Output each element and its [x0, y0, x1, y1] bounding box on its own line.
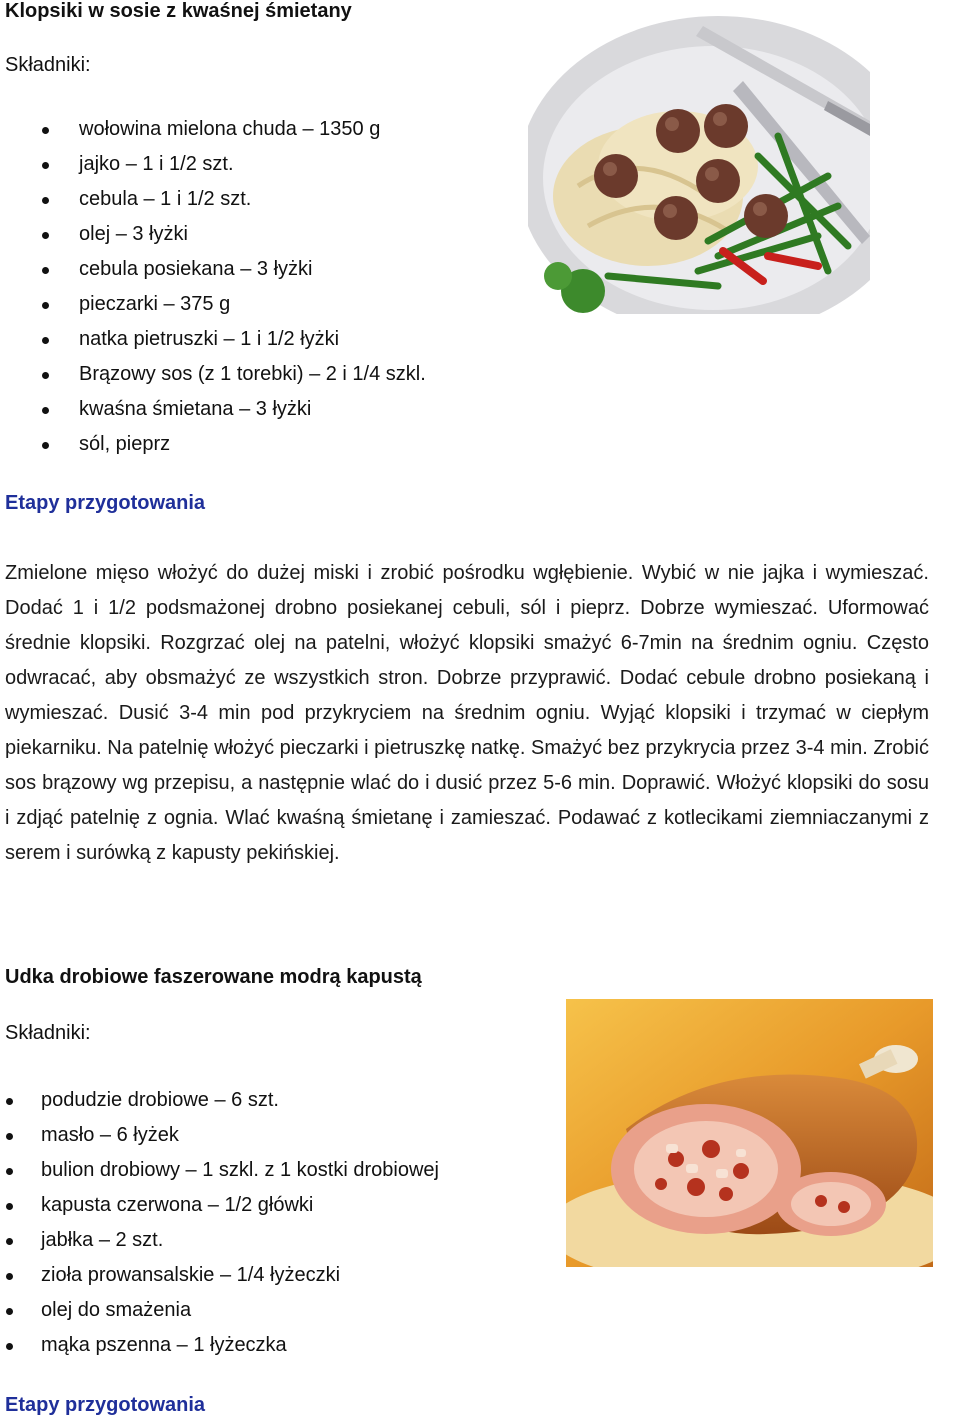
- list-item: zioła prowansalskie – 1/4 łyżeczki: [41, 1258, 439, 1293]
- recipe2-ingredients-list: [41, 1083, 439, 1363]
- list-item: masło – 6 łyżek: [41, 1118, 439, 1153]
- recipe1-title: Klopsiki w sosie z kwaśnej śmietany: [5, 0, 352, 22]
- list-item: wołowina mielona chuda – 1350 g: [79, 112, 426, 147]
- list-item: mąka pszenna – 1 łyżeczka: [41, 1328, 439, 1363]
- recipe1-steps-text: Zmielone mięso włożyć do dużej miski i zrobić pośrodku wgłębienie. Wybić w nie jajka i wymieszać. Dodać 1 i 1/2 podsmażonej drobno posiekanej cebuli, sól i pieprz. Dobrze wymieszać. Uformować średnie klopsiki. Rozgrzać olej na patelni, włożyć klopsiki smażyć 6-7min na średnim ogniu. Często odwracać, aby obsmażyć ze wszystkich stron. Dobrze przyprawić. Dodać cebule drobno posiekaną i wymieszać. Dusić 3-4 min pod przykryciem na średnim ogniu. Wyjąć klopsiki i trzymać w ciepłym piekarniku. Na patelnię włożyć pieczarki i pietruszkę natkę. Smażyć bez przykrycia przez 3-4 min. Zrobić sos brązowy wg przepisu, a następnie wlać do i dusić przez 5-6 min. Doprawić. Włożyć klopsiki do sosu i zdjąć patelnię z ognia. Wlać kwaśną śmietanę i zamieszać. Podawać z kotlecikami ziemniaczanymi z serem i surówką z kapusty pekińskiej.: [5, 562, 929, 864]
- list-item: natka pietruszki – 1 i 1/2 łyżki: [79, 322, 426, 357]
- list-item: pieczarki – 375 g: [79, 287, 426, 322]
- recipe1-ingredients-list: [79, 112, 426, 462]
- list-item: podudzie drobiowe – 6 szt.: [41, 1083, 439, 1118]
- list-item: cebula – 1 i 1/2 szt.: [79, 182, 426, 217]
- recipe2-ingredients-label: Składniki:: [5, 1022, 91, 1044]
- list-item: olej do smażenia: [41, 1293, 439, 1328]
- list-item: kapusta czerwona – 1/2 główki: [41, 1188, 439, 1223]
- list-item: jajko – 1 i 1/2 szt.: [79, 147, 426, 182]
- list-item: cebula posiekana – 3 łyżki: [79, 252, 426, 287]
- recipe1-steps-heading: Etapy przygotowania: [5, 492, 206, 514]
- list-item: olej – 3 łyżki: [79, 217, 426, 252]
- list-item: sól, pieprz: [79, 427, 426, 462]
- list-item: bulion drobiowy – 1 szkl. z 1 kostki drobiowej: [41, 1153, 439, 1188]
- recipe2-steps-heading: Etapy przygotowania: [5, 1394, 206, 1416]
- list-item: Brązowy sos (z 1 torebki) – 2 i 1/4 szkl.: [79, 357, 426, 392]
- recipe2-title: Udka drobiowe faszerowane modrą kapustą: [5, 966, 422, 988]
- meatballs-dish-photo: [528, 6, 870, 314]
- list-item: jabłka – 2 szt.: [41, 1223, 439, 1258]
- list-item: kwaśna śmietana – 3 łyżki: [79, 392, 426, 427]
- stuffed-chicken-leg-photo: [566, 999, 933, 1267]
- recipe1-ingredients-label: Składniki:: [5, 54, 91, 76]
